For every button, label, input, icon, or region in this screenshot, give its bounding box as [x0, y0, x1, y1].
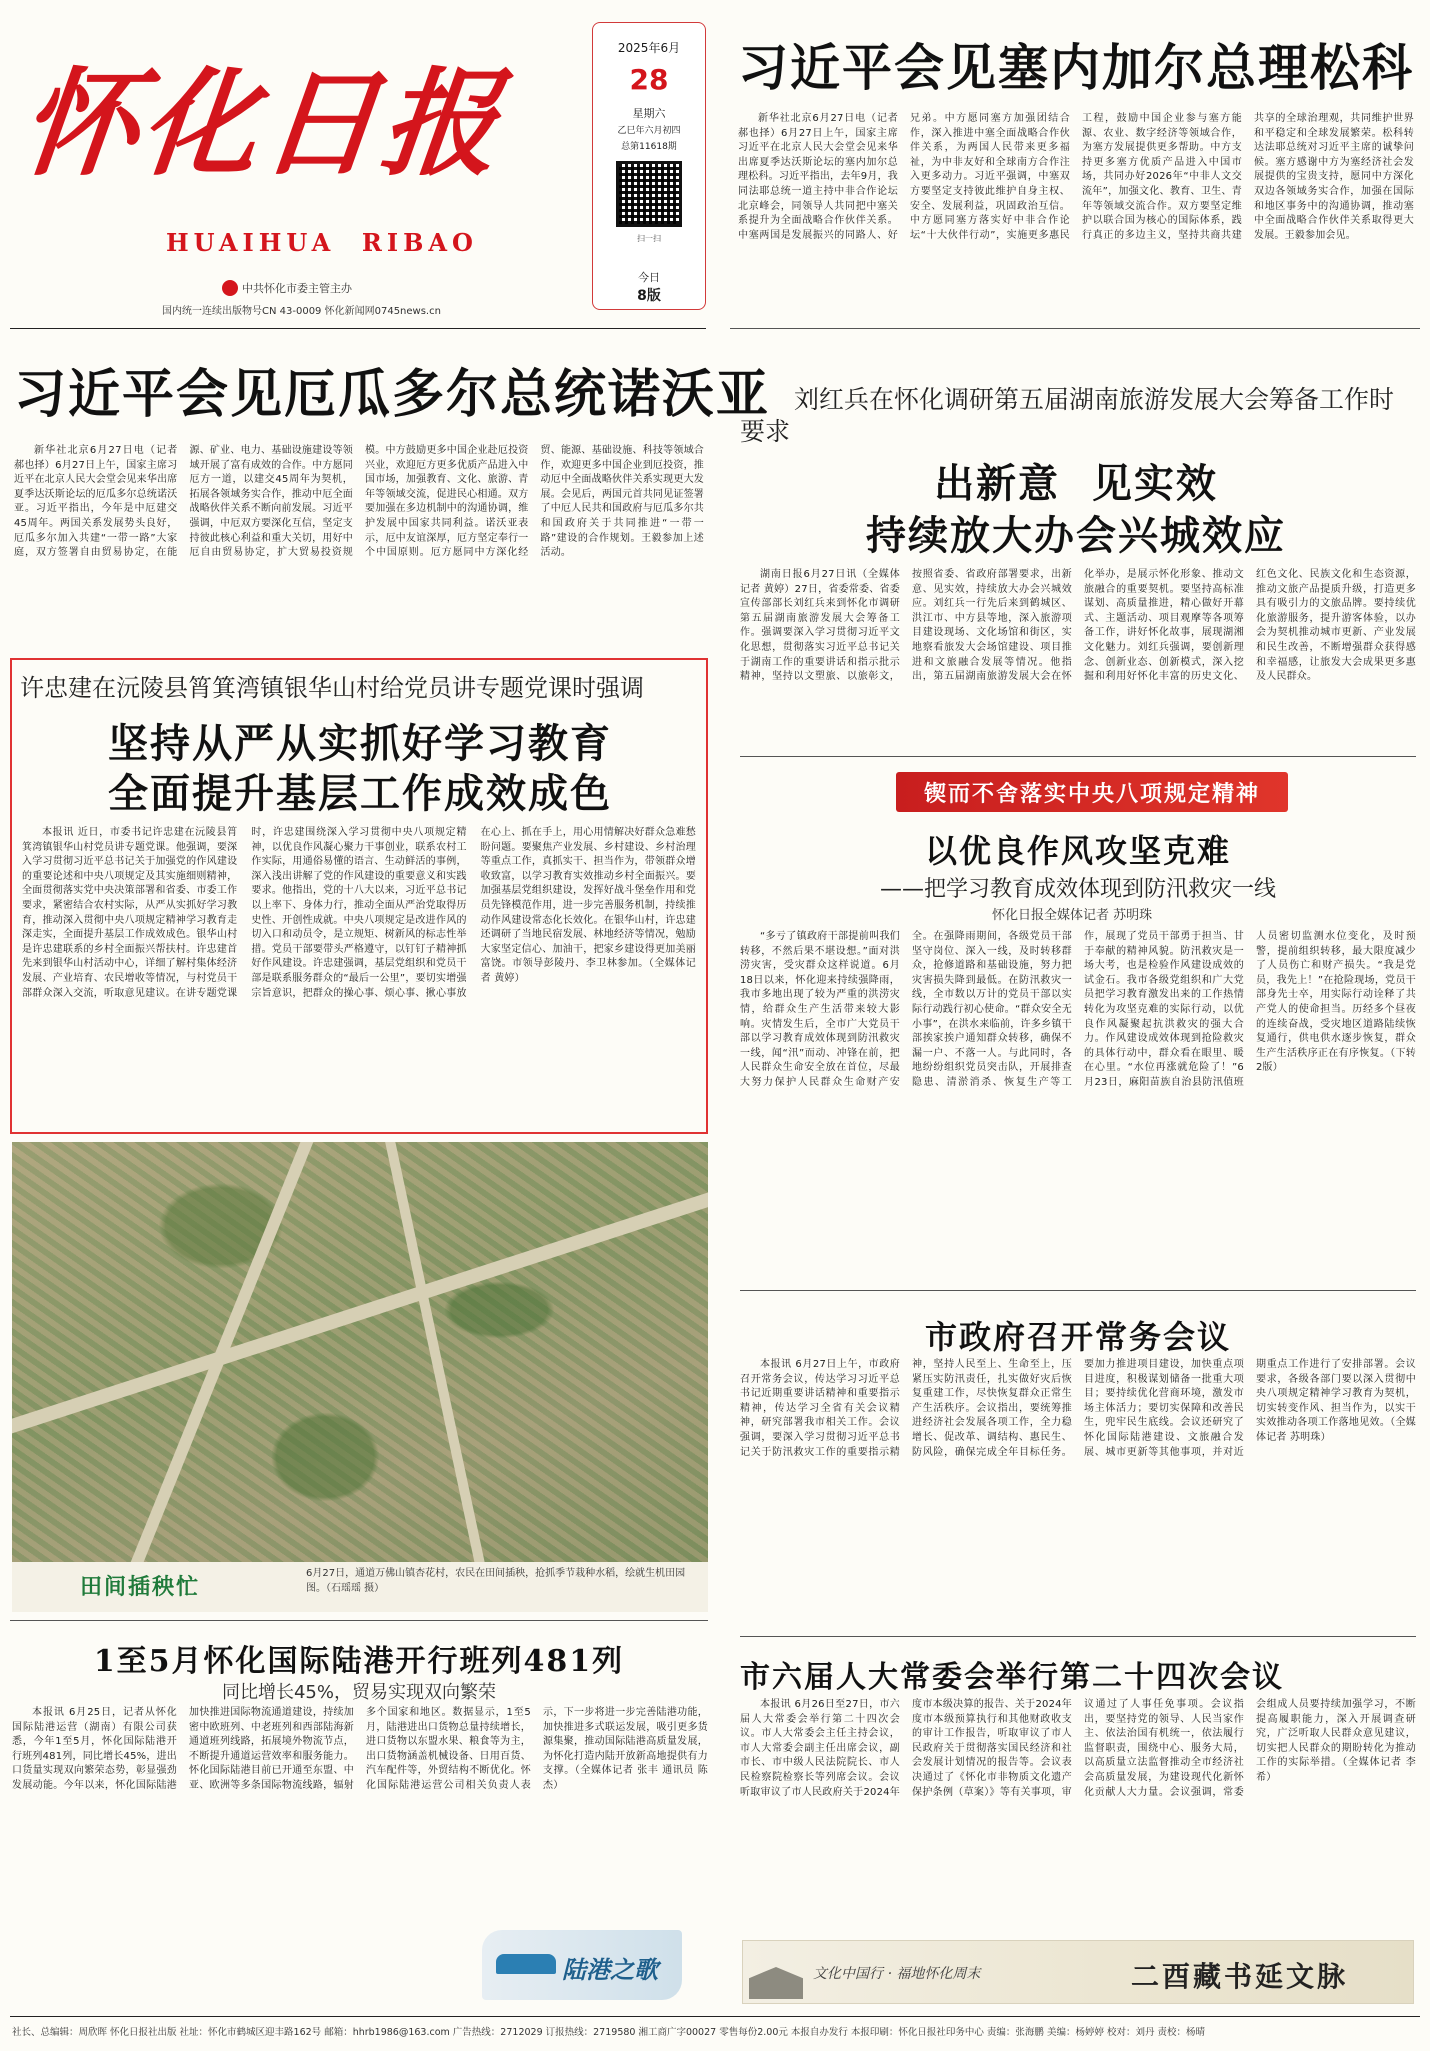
landport-badge — [482, 1930, 682, 2000]
publisher-logo-icon — [222, 280, 238, 296]
footer-line: 社长、总编辑：周欣晖 怀化日报社出版 社址：怀化市鹤城区迎丰路162号 邮箱：hhrb1986@163.com 广告热线：2712029 订报热线：2719580 湘工商广字00027 零售每份2.00元 本报自办发行 本报印刷：怀化日报社印务中心 责编：张海鹏 美编：杨婷婷 校对：刘丹 责校：杨晴 — [12, 2027, 1205, 2038]
divider — [730, 328, 1420, 329]
article-liu-text: 湖南日报6月27日讯（全媒体记者 黄婷）27日，省委常委、省委宣传部部长刘红兵来到怀化市调研第五届湖南旅游发展大会筹备工作。强调要深入学习贯彻习近平文化思想，贯彻落实习近平总书记关于湖南工作的重要讲话和指示批示精神，坚持以文塑旅、以旅彰文，按照省委、省政府部署要求，出新意、见实效，持续放大办会兴城效应。刘红兵一行先后来到鹤城区、洪江市、中方县等地，深入旅游项目建设现场、文化场馆和街区，实地察看旅发大会场馆建设、项目推进和文旅融合发展等情况。他指出，第五届湖南旅游发展大会在怀化举办，是展示怀化形象、推动文旅融合的重要契机。要坚持高标准谋划、高质量推进，精心做好开幕式、主题活动、项目观摩等各项筹备工作，讲好怀化故事，展现湖湘文化魅力。刘红兵强调，要创新理念、创新业态、创新模式，深入挖掘和利用好怀化丰富的历史文化、红色文化、民族文化和生态资源，推动文旅产品提质升级，打造更多具有吸引力的文旅品牌。要持续优化旅游服务，提升游客体验，以办会为契机推动城市更新、产业发展和民生改善，不断增强群众获得感和幸福感，让旅发大会成果更多惠及人民群众。 — [740, 569, 1416, 683]
divider — [740, 1290, 1416, 1291]
headline-municipal: 市政府召开常务会议 — [924, 1318, 1231, 1356]
headline-senegal: 习近平会见塞内加尔总理松科 — [738, 38, 1414, 97]
article-ecuador-text: 新华社北京6月27日电（记者 郝也择）6月27日上午，国家主席习近平在北京人民大会堂会见来华出席夏季达沃斯论坛的厄瓜多尔总统诺沃亚。习近平指出，今年是中厄建交45周年。两国关系发展势头良好，厄瓜多尔加入共建“一带一路”大家庭，双方签署自由贸易协定，在能源、矿业、电力、基础设施建设等领域开展了富有成效的合作。中方愿同厄方一道，以建交45周年为契机，拓展各领域务实合作，推动中厄全面战略伙伴关系不断向前发展。习近平强调，中厄双方要深化互信，坚定支持彼此核心利益和重大关切，用好中厄自由贸易协定，扩大贸易投资规模。中方鼓励更多中国企业赴厄投资兴业，欢迎厄方更多优质产品进入中国市场，加强教育、文化、旅游、青年等领域交流，促进民心相通。双方要加强在多边机制中的沟通协调，维护发展中国家共同利益。诺沃亚表示，厄中友谊深厚，厄方坚定奉行一个中国原则。厄方愿同中方深化经贸、能源、基础设施、科技等领域合作，欢迎更多中国企业到厄投资，推动厄中全面战略伙伴关系实现更大发展。会见后，两国元首共同见证签署了中厄人民共和国政府与厄瓜多尔共和国政府关于共同推进“一带一路”建设的合作规划。王毅参加上述活动。 — [14, 445, 704, 559]
headline-npc: 市六届人大常委会举行第二十四次会议 — [740, 1660, 1284, 1695]
train-icon — [496, 1954, 556, 1974]
kicker-xu: 许忠建在沅陵县筲箕湾镇银华山村给党员讲专题党课时强调 — [20, 674, 644, 702]
headline-xu-2: 全面提升基层工作成效成色 — [108, 770, 612, 817]
byline-style: 怀化日报全媒体记者 苏明珠 — [992, 908, 1153, 923]
headline-ecuador: 习近平会见厄瓜多尔总统诺沃亚 — [14, 364, 771, 425]
field-path — [12, 1179, 708, 1440]
article-npc-text: 本报讯 6月26日至27日，市六届人大常委会举行第二十四次会议。市人大常委会主任主持会议，市人大常委会副主任出席会议，副市长、市中级人民法院院长、市人民检察院检察长等列席会议。会议听取审议了市人民政府关于2024年度市本级决算的报告、关于2024年度市本级预算执行和其他财政收支的审计工作报告，听取审议了市人民政府关于贯彻落实国民经济和社会发展计划情况的报告等。会议表决通过了《怀化市非物质文化遗产保护条例（草案）》等有关事项，审议通过了人事任免事项。会议指出，要坚持党的领导、人民当家作主、依法治国有机统一，依法履行监督职责，围绕中心、服务大局，以高质量立法监督推动全市经济社会高质量发展，为建设现代化新怀化贡献人大力量。会议强调，常委会组成人员要持续加强学习，不断提高履职能力，深入开展调查研究，广泛听取人民群众意见建议，切实把人民群众的期盼转化为推动工作的实际举措。（全媒体记者 李希） — [740, 1699, 1416, 1798]
divider — [740, 756, 1416, 757]
page-count: 8版 — [637, 288, 661, 304]
headline-xu-1: 坚持从严从实抓好学习教育 — [108, 720, 612, 767]
masthead — [10, 14, 590, 324]
headline-liu-1: 出新意 见实效 — [934, 460, 1218, 507]
photo-tag: 田间插秧忙 — [80, 1575, 201, 1600]
qr-code-icon — [616, 161, 682, 227]
headline-style: 以优良作风攻坚克难 — [924, 832, 1231, 870]
publisher: 中共怀化市委主管主办 — [242, 282, 352, 295]
article-style-text: “多亏了镇政府干部提前叫我们转移，不然后果不堪设想。”面对洪涝灾害，受灾群众这样说道。6月18日以来，怀化迎来持续强降雨，我市多地出现了较为严重的洪涝灾情，给群众生产生活带来较大影响。灾情发生后，全市广大党员干部以学习教育成效体现到防汛救灾一线，闻“汛”而动、冲锋在前，把人民群众生命安全放在首位，尽最大努力保护人民群众生命财产安全。在强降雨期间，各级党员干部坚守岗位、深入一线，及时转移群众，抢修道路和基础设施，努力把灾害损失降到最低。在防汛救灾一线，全市数以万计的党员干部以实际行动践行初心使命。“群众安全无小事”，在洪水来临前，许多乡镇干部挨家挨户通知群众转移，确保不漏一户、不落一人。与此同时，各地纷纷组织党员突击队，开展排查隐患、清淤消杀、恢复生产等工作，展现了党员干部勇于担当、甘于奉献的精神风貌。防汛救灾是一场大考，也是检验作风建设成效的试金石。我市各级党组织和广大党员把学习教育激发出来的工作热情转化为攻坚克难的实际行动，以优良作风凝聚起抗洪救灾的强大合力。作风建设成效体现到抢险救灾的具体行动中，群众看在眼里、暖在心里。“水位再涨就危险了！”6月23日，麻阳苗族自治县防汛值班人员密切监测水位变化，及时预警，提前组织转移，最大限度减少了人员伤亡和财产损失。“我是党员，我先上！”在抢险现场，党员干部身先士卒，用实际行动诠释了共产党人的使命担当。历经多个昼夜的连续奋战，受灾地区道路陆续恢复通行，供电供水逐步恢复，群众生产生活秩序正在有序恢复。（下转2版） — [740, 931, 1416, 1088]
date-box — [592, 22, 706, 310]
landport-badge-label: 陆港之歌 — [562, 1956, 658, 1984]
year-month: 2025年6月 — [617, 41, 681, 55]
headline-liu-2: 持续放大办会兴城效应 — [866, 512, 1286, 559]
weekday: 星期六 — [632, 107, 666, 120]
article-landport-text: 本报讯 6月25日，记者从怀化国际陆港运营（湖南）有限公司获悉，今年1至5月，怀化国际陆港开行班列481列，同比增长45%，进出口货量实现双向繁荣态势，彰显强劲发展动能。今年以来，怀化国际陆港加快推进国际物流通道建设，持续加密中欧班列、中老班列和西部陆海新通道班列线路，拓展境外物流节点，不断提升通道运营效率和服务能力。怀化国际陆港目前已开通至东盟、中亚、欧洲等多条国际物流线路，辐射多个国家和地区。数据显示，1至5月，陆港进出口货物总量持续增长，进口货物以东盟水果、粮食等为主，出口货物涵盖机械设备、日用百货、汽车配件等，外贸结构不断优化。怀化国际陆港运营公司相关负责人表示，下一步将进一步完善陆港功能，加快推进多式联运发展，吸引更多货源集聚，推动国际陆港高质量发展，为怀化打造内陆开放新高地提供有力支撑。（全媒体记者 张丰 通讯员 陈杰） — [12, 1707, 708, 1791]
masthead-title: 怀化日报 — [14, 56, 510, 192]
divider — [10, 1620, 708, 1621]
divider — [740, 1636, 1416, 1637]
headline-landport: 1至5月怀化国际陆港开行班列481列 — [93, 1644, 625, 1679]
field-path — [378, 1142, 496, 1562]
issue-number: 总第11618期 — [621, 142, 677, 152]
banner-eight-rules: 锲而不舍落实中央八项规定精神 — [896, 772, 1288, 812]
cn-line: 国内统一连续出版物号CN 43-0009 怀化新闻网0745news.cn — [162, 306, 441, 317]
masthead-pinyin: HUAIHUA RIBAO — [166, 228, 478, 257]
kicker-liu: 刘红兵在怀化调研第五届湖南旅游发展大会筹备工作时要求 — [740, 385, 1395, 446]
footer-rule — [10, 2016, 1420, 2017]
qr-caption: 扫一扫 — [637, 234, 661, 243]
article-municipal-text: 本报讯 6月27日上午，市政府召开常务会议，传达学习习近平总书记近期重要讲话精神和重要指示精神，传达学习全省有关会议精神，研究部署我市相关工作。会议强调，要深入学习贯彻习近平总书记关于防汛救灾工作的重要指示精神，坚持人民至上、生命至上，压紧压实防汛责任，扎实做好灾后恢复重建工作，尽快恢复群众正常生产生活秩序。会议指出，要统筹推进经济社会发展各项工作，全力稳增长、促改革、调结构、惠民生、防风险，确保完成全年目标任务。要加力推进项目建设，加快重点项目进度，积极谋划储备一批重大项目；要持续优化营商环境，激发市场主体活力；要切实保障和改善民生，兜牢民生底线。会议还研究了怀化国际陆港建设、文旅融合发展、城市更新等其他事项，并对近期重点工作进行了安排部署。会议要求，各级各部门要以深入贯彻中央八项规定精神学习教育为契机，切实转变作风、担当作为，以实干实效推动各项工作落地见效。（全媒体记者 苏明珠） — [740, 1359, 1416, 1458]
promo-left-label: 文化中国行 · 福地怀化周末 — [813, 1966, 981, 1982]
subhead-style: ——把学习教育成效体现到防汛救灾一线 — [879, 877, 1276, 902]
today-label: 今日 — [638, 271, 660, 284]
divider — [10, 328, 706, 329]
rice-planting-photo — [12, 1142, 708, 1562]
lunar-date: 乙巳年六月初四 — [617, 126, 681, 136]
photo-caption: 6月27日，通道万佛山镇杏花村，农民在田间插秧，抢抓季节栽种水稻，绘就生机田园图。（石瑶瑶 摄） — [306, 1568, 686, 1594]
subhead-landport: 同比增长45%，贸易实现双向繁荣 — [221, 1682, 496, 1703]
promo-building-icon — [749, 1967, 803, 1999]
day-number: 28 — [629, 63, 669, 96]
field-path — [115, 1142, 321, 1562]
promo-strip — [742, 1940, 1414, 2004]
promo-right-label: 二酉藏书延文脉 — [1131, 1960, 1349, 1993]
article-senegal-text: 新华社北京6月27日电（记者 郝也择）6月27日上午，国家主席习近平在北京人民大会堂会见来华出席夏季达沃斯论坛的塞内加尔总理松科。习近平指出，去年9月，我同法耶总统一道主持中非合作论坛北京峰会，同领导人共同把中塞关系提升为全面战略合作伙伴关系。中塞两国是发展振兴的同路人、好兄弟。中方愿同塞方加强团结合作，深入推进中塞全面战略合作伙伴关系，为两国人民带来更多福祉，为中非友好和全球南方合作注入更多动力。习近平强调，中塞双方要坚定支持彼此维护自身主权、安全、发展利益，巩固政治互信。中方愿同塞方落实好中非合作论坛“十大伙伴行动”，实施更多惠民工程，鼓励中国企业参与塞方能源、农业、数字经济等领域合作，为塞方发展提供更多帮助。中方支持更多塞方优质产品进入中国市场，共同办好2026年“中非人文交流年”，加强文化、教育、卫生、青年等领域交流合作。双方要坚定维护以联合国为核心的国际体系，践行真正的多边主义，坚持共商共建共享的全球治理观，共同维护世界和平稳定和全球发展繁荣。松科转达法耶总统对习近平主席的诚挚问候。塞方感谢中方为塞经济社会发展提供的宝贵支持，愿同中方深化双边各领域务实合作，加强在国际和地区事务中的沟通协调，推动塞中全面战略合作伙伴关系取得更大发展。王毅参加会见。 — [738, 113, 1414, 241]
article-xu-text: 本报讯 近日，市委书记许忠建在沅陵县筲箕湾镇银华山村党员讲专题党课。他强调，要深入学习贯彻习近平总书记关于加强党的作风建设的重要论述和中央八项规定及其实施细则精神，全面贯彻落实党中央决策部署和省委、市委工作要求，紧密结合农村实际，从严从实抓好学习教育，推动深入贯彻中央八项规定精神学习教育走深走实，全面提升基层工作成效成色。银华山村是许忠建联系的乡村全面振兴帮扶村。许忠建首先来到银华山村活动中心，详细了解村集体经济发展、产业培育、农民增收等情况，与村党员干部群众深入交流，听取意见建议。在讲专题党课时，许忠建围绕深入学习贯彻中央八项规定精神，以优良作风凝心聚力干事创业，联系农村工作实际，用通俗易懂的语言、生动鲜活的事例，深入浅出讲解了党的作风建设的重要意义和实践要求。他指出，党的十八大以来，习近平总书记以上率下、身体力行，推动全面从严治党取得历史性、开创性成就。中央八项规定是改进作风的切入口和动员令，是立规矩、树新风的标志性举措。党员干部要带头严格遵守，以钉钉子精神抓好作风建设。许忠建强调，基层党组织和党员干部是联系服务群众的“最后一公里”，要切实增强宗旨意识，把群众的操心事、烦心事、揪心事放在心上、抓在手上，用心用情解决好群众急难愁盼问题。要聚焦产业发展、乡村建设、乡村治理等重点工作，真抓实干、担当作为，带领群众增收致富，以学习教育实效推动乡村全面振兴。要加强基层党组织建设，发挥好战斗堡垒作用和党员先锋模范作用，进一步完善服务机制，持续推动作风建设常态化长效化。在银华山村，许忠建还调研了当地民宿发展、林地经济等情况，勉励大家坚定信心、加油干，把家乡建设得更加美丽富饶。市领导彭陵丹、李卫林参加。（全媒体记者 黄婷） — [22, 827, 696, 999]
